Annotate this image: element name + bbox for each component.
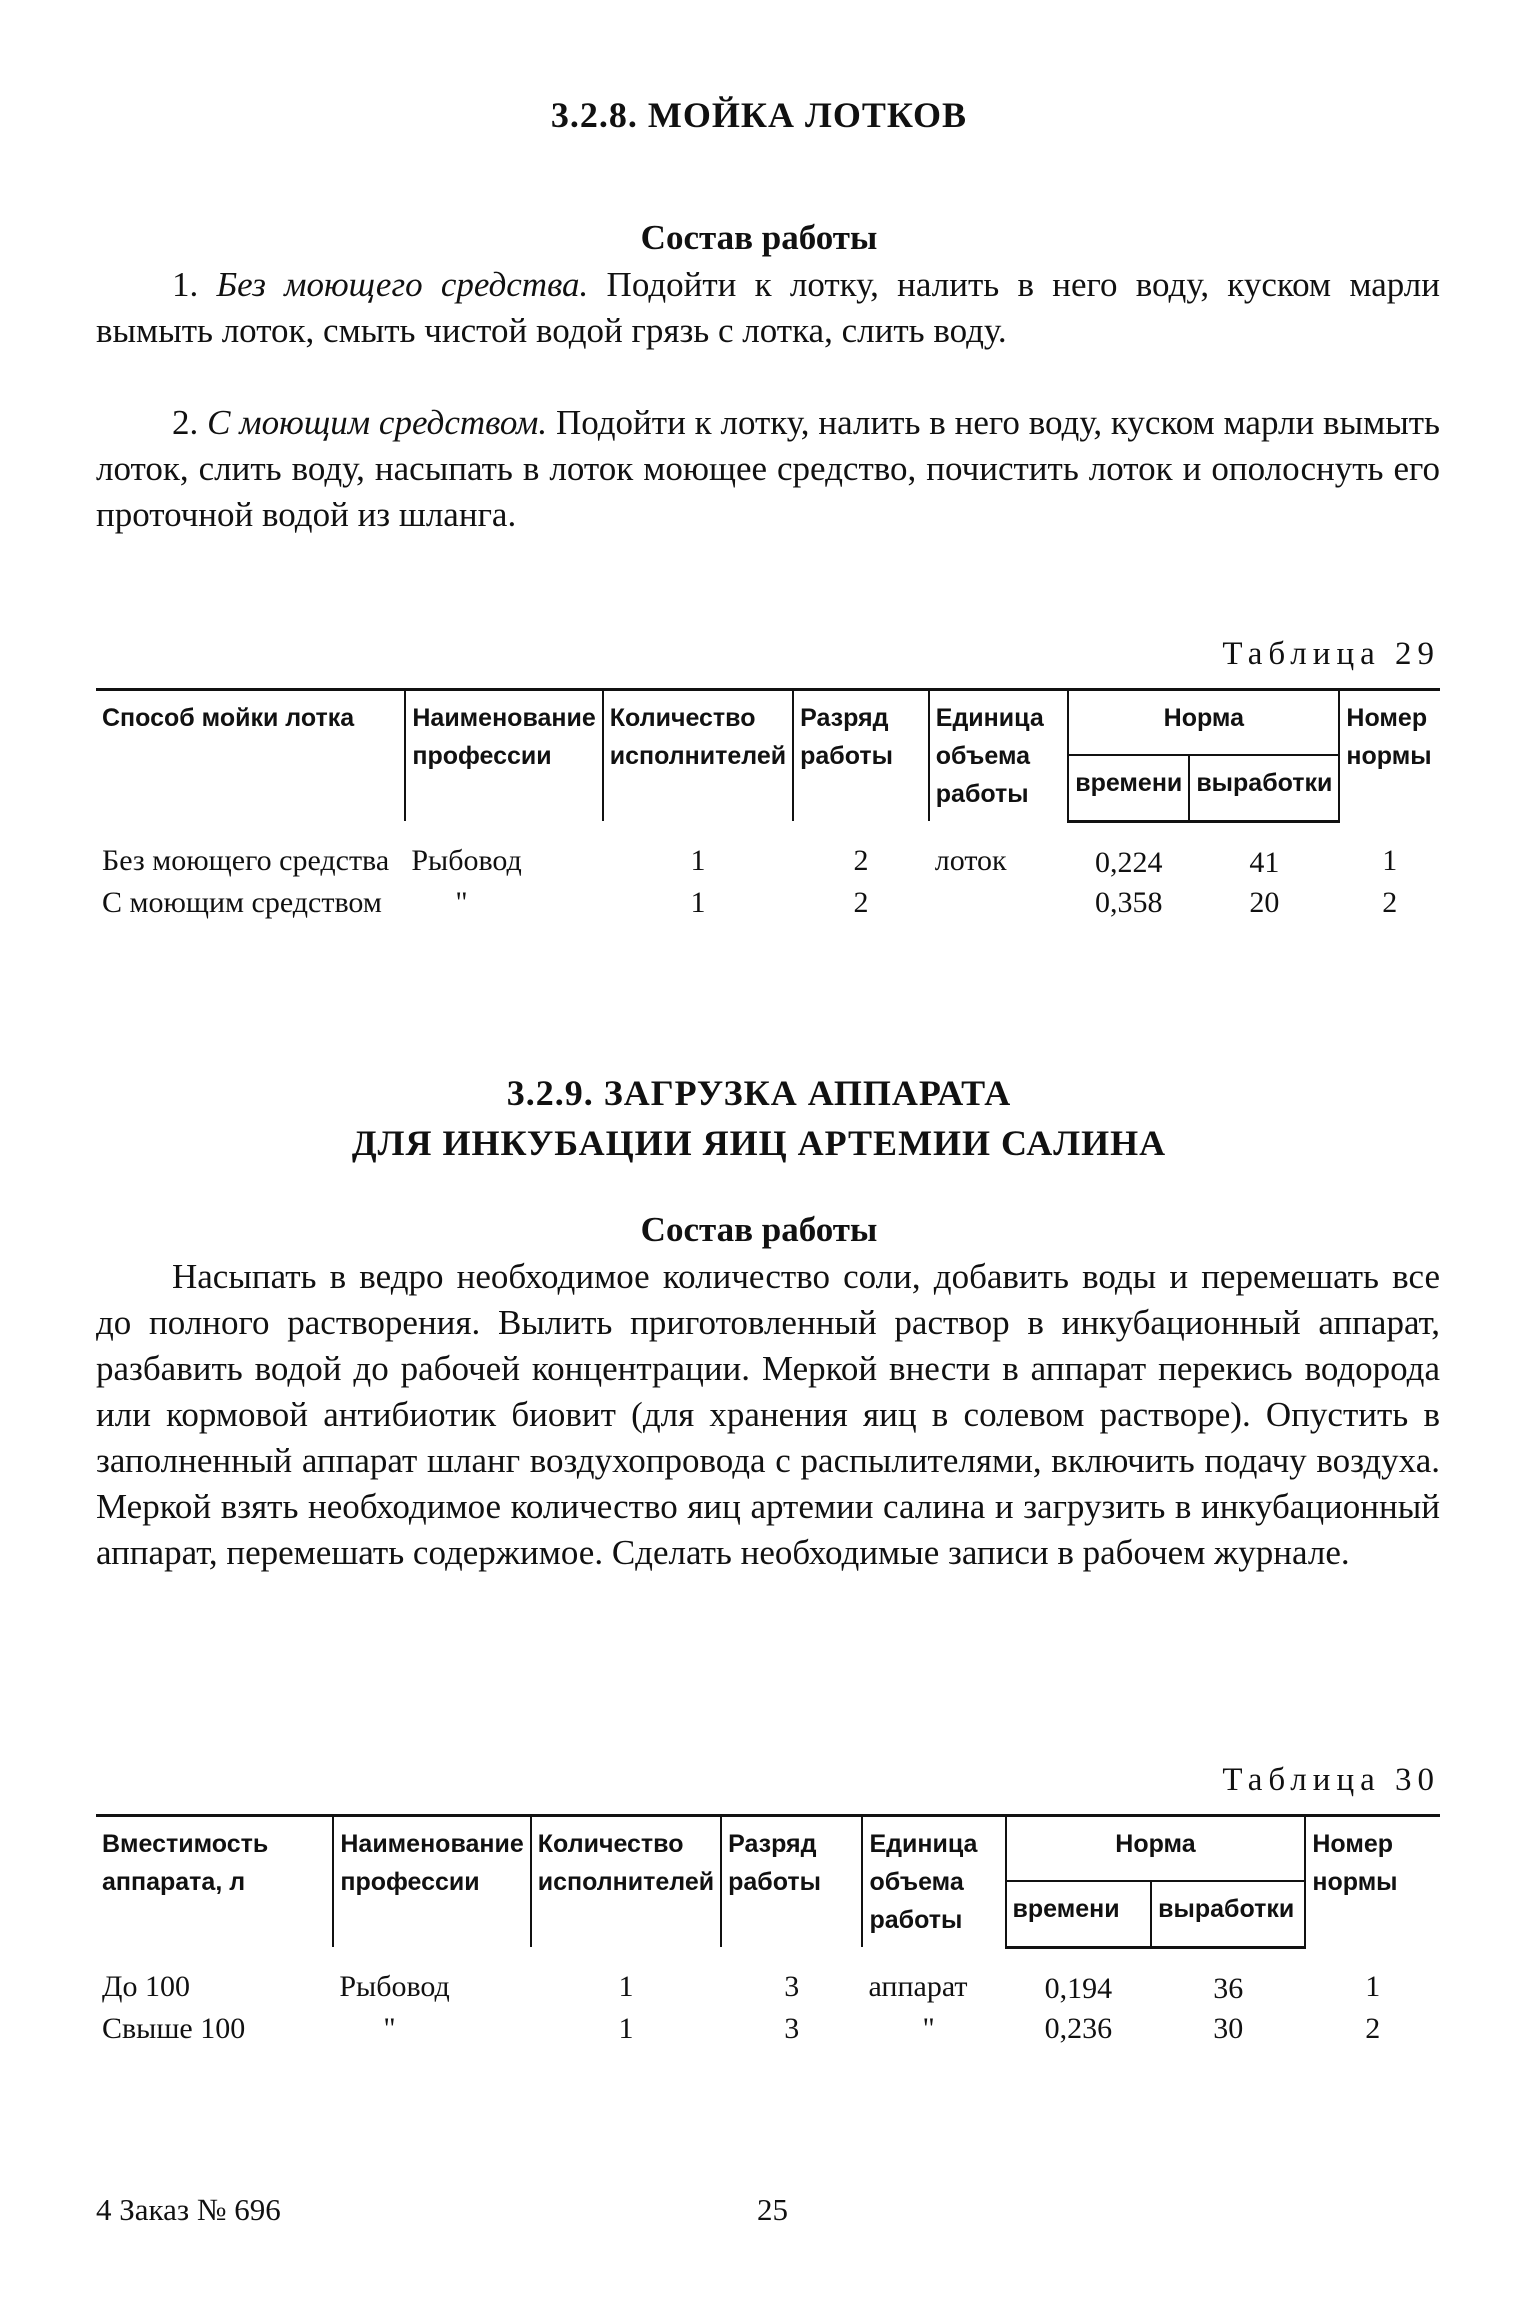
cell-workers: 1 [618, 1970, 634, 2003]
norm-table-30 [96, 1814, 1440, 2049]
cell-unit: лоток [934, 844, 1007, 877]
header-capacity: Вместимость аппарата, л [96, 1816, 333, 1948]
section-heading-line2: ДЛЯ ИНКУБАЦИИ ЯИЦ АРТЕМИИ САЛИНА [351, 1123, 1167, 1163]
page-number: 25 [757, 2192, 788, 2227]
cell-norm-number: 2 [1365, 2011, 1381, 2045]
header-grade: Разряд работы [793, 690, 929, 822]
cell-unit: " [922, 2011, 935, 2045]
cell-grade: 2 [853, 885, 869, 919]
header-norm: Норма [1006, 1816, 1306, 1882]
header-workers: Количество исполнителей [603, 690, 793, 822]
item-title: Без моющего средства. [216, 265, 589, 304]
cell-unit: аппарат [868, 1970, 968, 2003]
composition-title: Состав работы [640, 1210, 878, 1249]
section-heading: 3.2.9. ЗАГРУЗКА АППАРАТА [506, 1073, 1012, 1113]
cell-profession: Рыбовод [339, 1970, 450, 2003]
composition-title: Состав работы [640, 218, 878, 257]
header-grade: Разряд работы [721, 1816, 862, 1948]
work-description [96, 1254, 1440, 1576]
header-norm-time: времени [1068, 755, 1189, 821]
cell-norm-output: 30 [1213, 2011, 1244, 2045]
cell-method: Без моющего средства [102, 844, 390, 877]
header-profession: Наименование профессии [405, 690, 602, 822]
work-item-2 [96, 400, 1440, 538]
cell-norm-output: 41 [1249, 845, 1280, 879]
item-text: Подойти к лотку, налить в него воду, куском марли вымыть лоток, смыть чистой водой грязь с лотка, слить воду. [96, 265, 1440, 350]
cell-norm-number: 1 [1365, 1970, 1381, 2003]
table-caption: Таблица 30 [1222, 1762, 1440, 1798]
header-method: Способ мойки лотка [96, 690, 405, 822]
table-row [96, 2009, 1440, 2049]
cell-unit [929, 883, 1068, 923]
table-row [96, 1947, 1440, 2009]
cell-norm-time: 0,224 [1095, 845, 1163, 879]
cell-grade: 3 [784, 2011, 800, 2045]
table-row [96, 883, 1440, 923]
cell-capacity: Свыше 100 [102, 2011, 246, 2045]
table-row [96, 821, 1440, 883]
header-norm-number: Номер нормы [1339, 690, 1440, 822]
section-heading: 3.2.8. МОЙКА ЛОТКОВ [550, 95, 968, 135]
table-caption: Таблица 29 [1222, 636, 1440, 672]
cell-grade: 3 [784, 1970, 800, 2003]
header-unit: Единица объема работы [929, 690, 1068, 822]
cell-norm-number: 1 [1382, 844, 1398, 877]
header-norm-output: выработки [1189, 755, 1339, 821]
cell-method: С моющим средством [102, 885, 382, 919]
order-note: 4 Заказ № 696 [96, 2192, 281, 2227]
cell-workers: 1 [618, 2011, 634, 2045]
cell-norm-output: 20 [1249, 885, 1280, 919]
cell-norm-output: 36 [1213, 1971, 1244, 2005]
header-profession: Наименование профессии [333, 1816, 530, 1948]
header-workers: Количество исполнителей [531, 1816, 721, 1948]
item-number: 1. [172, 265, 199, 304]
cell-workers: 1 [690, 844, 706, 877]
header-norm-output: выработки [1151, 1881, 1305, 1947]
item-text: Подойти к лотку, налить в него воду, куском марли вымыть лоток, слить воду, насыпать в лоток моющее средство, почистить лоток и ополоснуть его проточной водой из шланга. [96, 403, 1441, 534]
cell-norm-number: 2 [1382, 885, 1398, 919]
header-unit: Единица объема работы [862, 1816, 1005, 1948]
header-norm-number: Номер нормы [1305, 1816, 1440, 1948]
header-norm-time: времени [1006, 1881, 1152, 1947]
cell-profession: " [455, 885, 468, 919]
cell-norm-time: 0,194 [1044, 1971, 1113, 2005]
cell-profession: " [383, 2011, 396, 2045]
cell-profession: Рыбовод [411, 844, 522, 877]
work-description-text: Насыпать в ведро необходимое количество соли, добавить воды и перемешать все до полного растворения. Вылить приготовленный раствор в инкубационный аппарат, разбавить водой до рабочей концентрации. Меркой внести в аппарат перекись водорода или кормовой антибиотик биовит (для хранения яиц в солевом растворе). Опустить в заполненный аппарат шланг воздухопровода с распылителями, включить подачу воздуха. Меркой взять необходимое количество яиц артемии салина и загрузить в инкубационный аппарат, перемешать содержимое. Сделать необходимые записи в рабочем журнале. [96, 1257, 1440, 1572]
cell-norm-time: 0,358 [1095, 885, 1163, 919]
item-number: 2. [172, 403, 199, 442]
item-title: С моющим средством. [207, 403, 548, 442]
cell-grade: 2 [853, 844, 869, 877]
header-norm: Норма [1068, 690, 1339, 756]
cell-norm-time: 0,236 [1044, 2011, 1113, 2045]
cell-capacity: До 100 [102, 1970, 190, 2003]
work-item-1 [96, 262, 1440, 354]
cell-workers: 1 [690, 885, 706, 919]
norm-table-29 [96, 688, 1440, 923]
